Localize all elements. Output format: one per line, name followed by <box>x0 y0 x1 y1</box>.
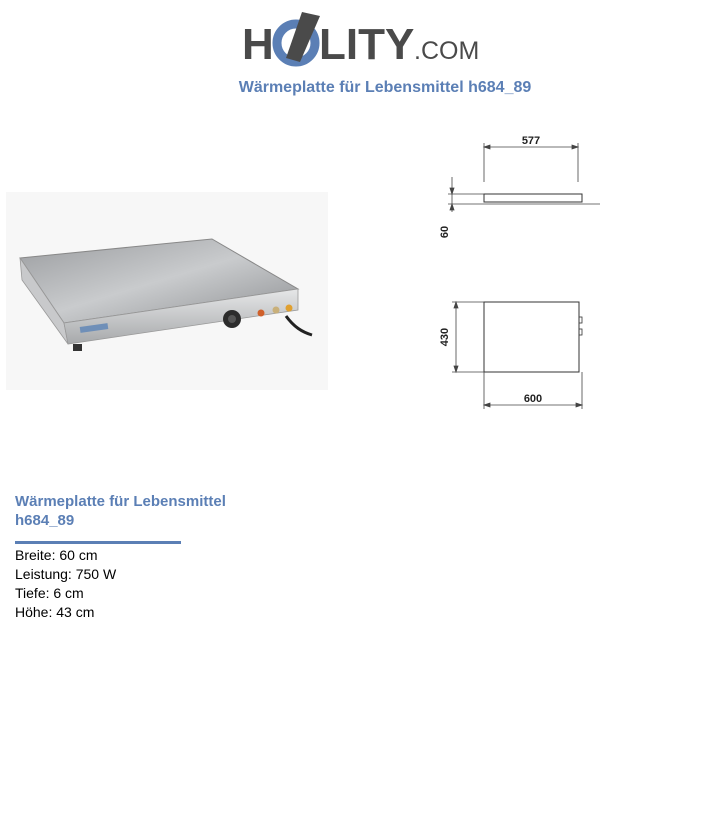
logo-o-icon <box>277 12 320 62</box>
logo-text-h: H <box>242 20 274 68</box>
top-view-drawing <box>438 295 608 413</box>
spec-title-line1: Wärmeplatte für Lebensmittel <box>15 493 226 510</box>
spec-title <box>15 492 275 530</box>
page-title: Wärmeplatte für Lebensmittel h684_89 <box>238 79 532 96</box>
product-photo <box>6 192 328 390</box>
dimension-430: 430 <box>439 327 451 347</box>
spec-item-leistung: Leistung: 750 W <box>15 566 117 582</box>
spec-item-breite: Breite: 60 cm <box>15 547 98 563</box>
spec-item-hoehe: Höhe: 43 cm <box>15 604 95 620</box>
spec-item-tiefe: Tiefe: 6 cm <box>15 585 84 601</box>
side-view-drawing <box>438 132 608 247</box>
logo-text-com: .COM <box>414 37 480 65</box>
dimension-600: 600 <box>523 393 543 405</box>
spec-list <box>15 546 116 622</box>
holity-logo[interactable] <box>242 10 482 68</box>
spec-divider <box>15 541 181 544</box>
dimension-577: 577 <box>521 135 541 147</box>
spec-title-line2: h684_89 <box>15 512 75 529</box>
logo-text-lity: LITY <box>319 20 415 68</box>
dimension-60: 60 <box>439 225 451 239</box>
